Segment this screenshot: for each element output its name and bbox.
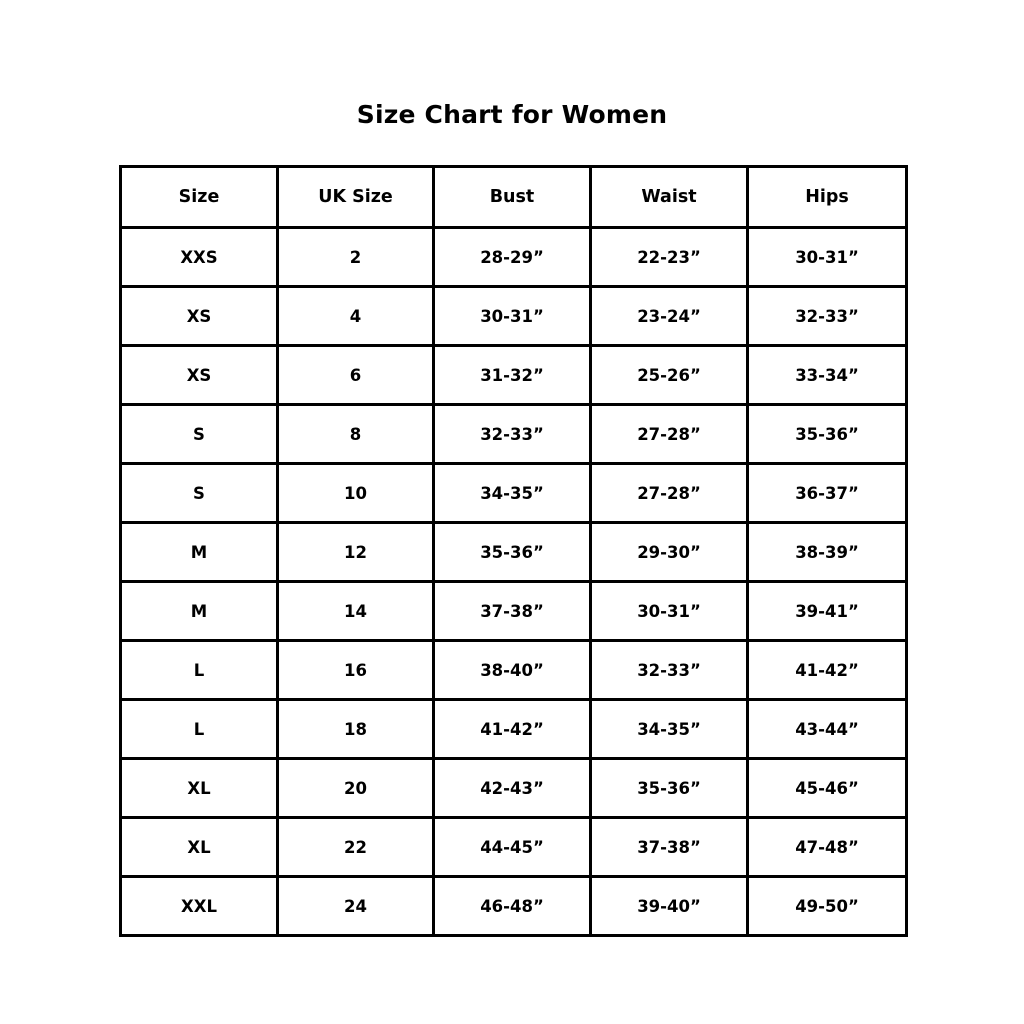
cell-bust: 37-38” (434, 582, 591, 641)
cell-size: XL (121, 818, 278, 877)
cell-uk-size: 12 (278, 523, 434, 582)
table-row (121, 346, 907, 405)
cell-uk-size: 8 (278, 405, 434, 464)
cell-size: S (121, 464, 278, 523)
column-header-uk-size: UK Size (278, 167, 434, 228)
page-title: Size Chart for Women (356, 100, 668, 129)
cell-uk-size: 20 (278, 759, 434, 818)
cell-waist: 32-33” (591, 641, 748, 700)
cell-uk-size: 10 (278, 464, 434, 523)
table-header (121, 167, 907, 228)
size-chart-table (119, 165, 908, 937)
cell-size: S (121, 405, 278, 464)
cell-uk-size: 22 (278, 818, 434, 877)
table-row (121, 228, 907, 287)
cell-uk-size: 6 (278, 346, 434, 405)
table-row (121, 464, 907, 523)
cell-hips: 49-50” (748, 877, 907, 936)
cell-waist: 27-28” (591, 405, 748, 464)
cell-bust: 46-48” (434, 877, 591, 936)
cell-bust: 44-45” (434, 818, 591, 877)
cell-waist: 22-23” (591, 228, 748, 287)
cell-bust: 42-43” (434, 759, 591, 818)
cell-waist: 35-36” (591, 759, 748, 818)
table-row (121, 818, 907, 877)
table-row (121, 582, 907, 641)
cell-uk-size: 4 (278, 287, 434, 346)
cell-bust: 35-36” (434, 523, 591, 582)
table-row (121, 877, 907, 936)
cell-hips: 32-33” (748, 287, 907, 346)
cell-hips: 45-46” (748, 759, 907, 818)
cell-uk-size: 2 (278, 228, 434, 287)
cell-size: L (121, 641, 278, 700)
cell-waist: 29-30” (591, 523, 748, 582)
cell-bust: 38-40” (434, 641, 591, 700)
cell-hips: 43-44” (748, 700, 907, 759)
cell-size: XS (121, 346, 278, 405)
cell-bust: 41-42” (434, 700, 591, 759)
table-row (121, 405, 907, 464)
table-header-row (121, 167, 907, 228)
table-row (121, 523, 907, 582)
table-row (121, 700, 907, 759)
cell-hips: 35-36” (748, 405, 907, 464)
cell-hips: 41-42” (748, 641, 907, 700)
cell-hips: 39-41” (748, 582, 907, 641)
cell-size: M (121, 523, 278, 582)
cell-uk-size: 14 (278, 582, 434, 641)
table-row (121, 759, 907, 818)
cell-size: XXL (121, 877, 278, 936)
cell-size: XXS (121, 228, 278, 287)
cell-uk-size: 24 (278, 877, 434, 936)
cell-hips: 30-31” (748, 228, 907, 287)
column-header-bust: Bust (434, 167, 591, 228)
cell-bust: 34-35” (434, 464, 591, 523)
cell-waist: 30-31” (591, 582, 748, 641)
cell-size: L (121, 700, 278, 759)
size-chart-table-container (119, 165, 905, 937)
table-row (121, 641, 907, 700)
cell-waist: 27-28” (591, 464, 748, 523)
cell-bust: 32-33” (434, 405, 591, 464)
cell-waist: 39-40” (591, 877, 748, 936)
table-row (121, 287, 907, 346)
column-header-size: Size (121, 167, 278, 228)
cell-size: M (121, 582, 278, 641)
cell-uk-size: 18 (278, 700, 434, 759)
column-header-hips: Hips (748, 167, 907, 228)
cell-hips: 33-34” (748, 346, 907, 405)
cell-waist: 37-38” (591, 818, 748, 877)
cell-bust: 28-29” (434, 228, 591, 287)
cell-waist: 25-26” (591, 346, 748, 405)
cell-hips: 36-37” (748, 464, 907, 523)
cell-size: XS (121, 287, 278, 346)
cell-bust: 31-32” (434, 346, 591, 405)
cell-uk-size: 16 (278, 641, 434, 700)
cell-waist: 23-24” (591, 287, 748, 346)
cell-hips: 38-39” (748, 523, 907, 582)
cell-waist: 34-35” (591, 700, 748, 759)
cell-hips: 47-48” (748, 818, 907, 877)
column-header-waist: Waist (591, 167, 748, 228)
table-body (121, 228, 907, 936)
cell-size: XL (121, 759, 278, 818)
cell-bust: 30-31” (434, 287, 591, 346)
